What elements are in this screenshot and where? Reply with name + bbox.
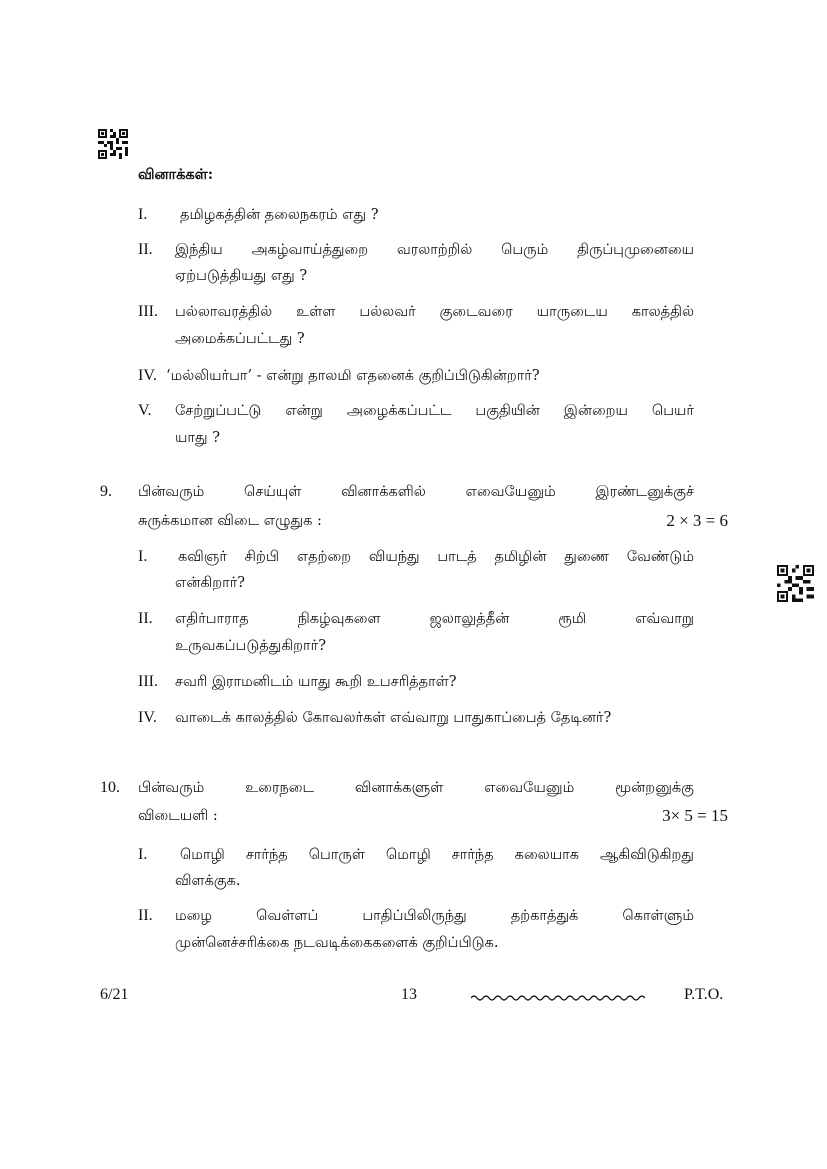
question-number: V.: [138, 402, 152, 419]
question-number: IV.: [138, 367, 157, 384]
page-number: 13: [401, 986, 417, 1003]
question-text: மொழி சார்ந்த பொருள் மொழி சார்ந்த கலையாக ஆகிவிடுகிறது: [180, 847, 694, 863]
question-text: இந்திய அகழ்வாய்த்துறை வரலாற்றில் பெரும் திருப்புமுனையை: [175, 242, 694, 258]
question-text-continued: முன்னெச்சரிக்கை நடவடிக்கைகளைக் குறிப்பிடுக.: [175, 935, 499, 951]
question-number: 10.: [100, 779, 120, 796]
question-text-continued: ஏற்படுத்தியது எது ?: [175, 268, 308, 284]
question-text: பின்வரும் செய்யுள் வினாக்களில் எவையேனும் இரண்டனுக்குச்: [138, 484, 694, 500]
question-number: II.: [138, 610, 153, 627]
question-text: ‘மல்லியர்பா’ - என்று தாலமி எதனைக் குறிப்பிடுகின்றார்?: [166, 368, 540, 384]
marks-allocation: 2 × 3 = 6: [666, 511, 728, 530]
question-text: சேற்றுப்பட்டு என்று அழைக்கப்பட்ட பகுதியின் இன்றைய பெயர்: [175, 403, 694, 419]
paper-code: 6/21: [100, 986, 129, 1003]
question-text: தமிழகத்தின் தலைநகரம் எது ?: [180, 207, 379, 223]
question-text: மழை வெள்ளப் பாதிப்பிலிருந்து தற்காத்துக் கொள்ளும்: [175, 908, 694, 924]
question-number: 9.: [100, 483, 112, 500]
question-text: வாடைக் காலத்தில் கோவலர்கள் எவ்வாறு பாதுகாப்பைத் தேடினர்?: [175, 710, 612, 726]
wavy-line-decoration: [471, 989, 645, 1008]
question-text: சவரி இராமனிடம் யாது கூறி உபசரித்தாள்?: [175, 674, 457, 690]
question-number: III.: [138, 673, 158, 690]
marks-allocation: 3× 5 = 15: [662, 806, 728, 825]
section-heading: வினாக்கள்:: [138, 166, 214, 183]
qr-code-icon: [98, 129, 128, 159]
question-text-continued: விளக்குக.: [175, 873, 241, 889]
question-text-continued: யாது ?: [175, 430, 220, 446]
question-number: I.: [138, 548, 148, 565]
question-number: I.: [138, 206, 148, 223]
qr-code-icon: [777, 565, 814, 602]
question-number: III.: [138, 303, 158, 320]
question-number: I.: [138, 846, 148, 863]
question-text: கவிஞர் சிற்பி எதற்றை வியந்து பாடத் தமிழின் துணை வேண்டும்: [178, 549, 694, 565]
please-turn-over: P.T.O.: [684, 986, 724, 1003]
question-text: பல்லாவரத்தில் உள்ள பல்லவர் குடைவரை யாருடைய காலத்தில்: [175, 304, 694, 320]
question-text-continued: சுருக்கமான விடை எழுதுக :: [138, 513, 322, 529]
question-text-continued: என்கிறார்?: [175, 575, 246, 591]
question-number: IV.: [138, 709, 157, 726]
question-text-continued: விடையளி :: [138, 808, 218, 824]
question-text: பின்வரும் உரைநடை வினாக்களுள் எவையேனும் மூன்றனுக்கு: [138, 780, 694, 796]
question-text-continued: அமைக்கப்பட்டது ?: [175, 331, 305, 347]
question-number: II.: [138, 907, 153, 924]
question-text: எதிர்பாராத நிகழ்வுகளை ஜலாலுத்தீன் ரூமி எவ்வாறு: [175, 611, 694, 627]
question-number: II.: [138, 241, 153, 258]
question-text-continued: உருவகப்படுத்துகிறார்?: [175, 638, 326, 654]
